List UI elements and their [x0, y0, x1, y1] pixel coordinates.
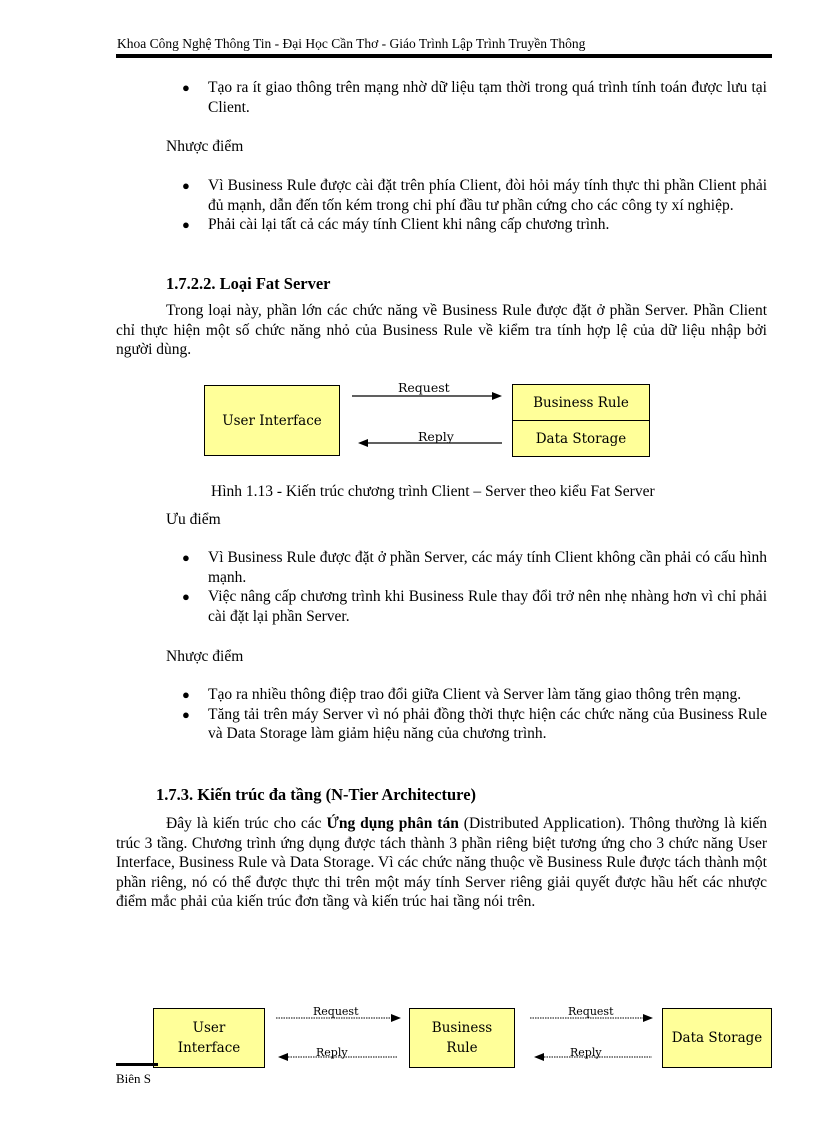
n-tier-paragraph: Đây là kiến trúc cho các Ứng dụng phân tán (Distributed Application). Thông thường là kiến trúc 3 tầng. Chương trình ứng dụng được tách thành 3 phần riêng biệt tương ứng cho 3 chức năng User Interface, Business Rule và Data Storage. Vì các chức năng thuộc về Business Rule được tách thành một phần riêng, nó có thể được thực thi trên một máy tính Server riêng giải quyết được hầu hết các nhược điểm mắc phải của kiến trúc đơn tầng và kiến trúc hai tầng nói trên.: [116, 815, 767, 910]
list-item: ● Vì Business Rule được cài đặt trên phía Client, đòi hỏi máy tính thực thi phần Client phải đủ mạnh, dẫn đến tốn kém trong chi phí đầu tư phần cứng cho các công ty xí nghiệp.: [182, 177, 767, 214]
disadvantage-list: [182, 685, 767, 744]
request-arrowhead-1: [391, 1014, 401, 1022]
request-label-1: Request: [313, 1005, 359, 1018]
advantage-label: Ưu điểm: [166, 511, 221, 528]
bullet-icon: ●: [182, 80, 190, 95]
page-header: Khoa Công Nghệ Thông Tin - Đại Học Cần Thơ - Giáo Trình Lập Trình Truyền Thông: [117, 36, 586, 51]
data-storage-box-3tier: Data Storage: [662, 1008, 772, 1068]
business-rule-box: Business Rule: [512, 384, 650, 421]
fat-server-intro: Trong loại này, phần lớn các chức năng về Business Rule được đặt ở phần Server. Phần Client chỉ thực hiện một số chức năng nhỏ của Business Rule về kiểm tra tính hợp lệ của dữ liệu nhập bởi người dùng.: [116, 302, 767, 358]
disadvantage-label-2: Nhược điểm: [166, 648, 244, 665]
advantage-list: [182, 548, 767, 626]
fat-server-arrows: [350, 390, 510, 450]
request-label-2: Request: [568, 1005, 614, 1018]
user-interface-box: User Interface: [204, 385, 340, 456]
reply-label-1: Reply: [316, 1046, 348, 1059]
bullet-icon: ●: [182, 687, 190, 702]
bullet-icon: ●: [182, 178, 190, 193]
figure-caption: Hình 1.13 - Kiến trúc chương trình Client – Server theo kiểu Fat Server: [211, 483, 655, 500]
list-item: ● Việc nâng cấp chương trình khi Business Rule thay đổi trở nên nhẹ nhàng hơn vì chỉ phải cài đặt lại phần Server.: [182, 588, 767, 625]
list-item: ● Vì Business Rule được đặt ở phần Server, các máy tính Client không cần phải có cấu hình mạnh.: [182, 549, 767, 586]
tier-arrows-1: [272, 1012, 407, 1062]
reply-label: Reply: [418, 429, 454, 444]
bullet-icon: ●: [182, 706, 190, 722]
section-heading-fat-server: 1.7.2.2. Loại Fat Server: [166, 274, 331, 293]
business-rule-box-3tier: Business Rule: [409, 1008, 515, 1068]
footer-text: Biên S: [116, 1071, 152, 1086]
header-rule: [116, 54, 772, 58]
bullet-icon: ●: [182, 217, 190, 232]
request-arrowhead: [492, 392, 502, 400]
reply-label-2: Reply: [570, 1046, 602, 1059]
disadvantage-label: Nhược điểm: [166, 138, 244, 155]
advantage-list-top: [182, 78, 767, 117]
list-item: ● Phải cài lại tất cả các máy tính Client khi nâng cấp chương trình.: [182, 216, 610, 233]
section-heading-n-tier: 1.7.3. Kiến trúc đa tầng (N-Tier Architecture): [156, 785, 477, 804]
user-interface-box-3tier: User Interface: [153, 1008, 265, 1068]
reply-arrowhead: [358, 439, 368, 447]
request-label: Request: [398, 380, 450, 395]
bullet-icon: ●: [182, 550, 190, 565]
request-arrowhead-2: [643, 1014, 653, 1022]
list-item: ● Tạo ra ít giao thông trên mạng nhờ dữ liệu tạm thời trong quá trình tính toán được lưu tại Client.: [182, 79, 767, 116]
reply-arrowhead-1: [278, 1053, 288, 1061]
list-item: ● Tăng tải trên máy Server vì nó phải đồng thời thực hiện các chức năng của Business Rule và Data Storage làm giảm hiệu năng của chương trình.: [182, 705, 767, 742]
disadvantage-list-top: [182, 176, 767, 235]
list-item: ● Tạo ra nhiều thông điệp trao đổi giữa Client và Server làm tăng giao thông trên mạng.: [182, 686, 742, 703]
footer-rule: [116, 1063, 158, 1066]
reply-arrowhead-2: [534, 1053, 544, 1061]
data-storage-box: Data Storage: [512, 420, 650, 457]
bullet-icon: ●: [182, 589, 190, 604]
tier-arrows-2: [526, 1012, 661, 1062]
